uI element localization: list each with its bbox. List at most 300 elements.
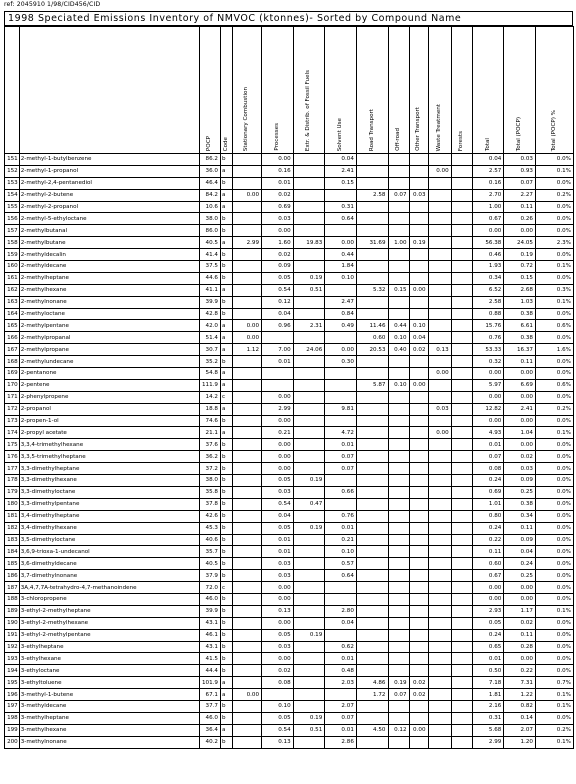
value-cell: 0.67 xyxy=(472,570,504,582)
table-row xyxy=(5,237,574,249)
value-cell xyxy=(388,201,409,213)
value-cell: 1.04 xyxy=(504,427,536,439)
header-row xyxy=(5,27,574,154)
value-cell xyxy=(451,641,472,653)
value-cell xyxy=(428,486,451,498)
value-cell: 0.02 xyxy=(262,249,294,261)
value-cell: 0.0% xyxy=(535,177,573,189)
value-cell xyxy=(356,415,388,427)
value-cell xyxy=(428,154,451,166)
value-cell xyxy=(388,213,409,225)
value-cell xyxy=(232,558,262,570)
value-cell: 0.02 xyxy=(262,665,294,677)
value-cell xyxy=(388,712,409,724)
column-header-label: Other Transport xyxy=(415,107,422,151)
value-cell xyxy=(293,451,325,463)
row-index: 186 xyxy=(5,570,20,582)
row-index: 199 xyxy=(5,724,20,736)
value-cell: 0.51 xyxy=(293,724,325,736)
value-cell: 54.8 xyxy=(199,368,220,380)
value-cell: 0.0% xyxy=(535,332,573,344)
value-cell: 0.00 xyxy=(472,415,504,427)
value-cell: 86.2 xyxy=(199,154,220,166)
row-index: 193 xyxy=(5,653,20,665)
value-cell xyxy=(428,439,451,451)
value-cell xyxy=(293,154,325,166)
value-cell: 0.04 xyxy=(409,332,428,344)
compound-name: 2-propyl acetate xyxy=(19,427,199,439)
value-cell: 0.1% xyxy=(535,736,573,748)
code-cell: b xyxy=(220,463,232,475)
value-cell: 0.00 xyxy=(504,653,536,665)
code-cell: b xyxy=(220,272,232,284)
value-cell: 2.41 xyxy=(504,403,536,415)
compound-name: 3,3,5-trimethylheptane xyxy=(19,451,199,463)
column-header xyxy=(262,27,294,154)
value-cell: 0.04 xyxy=(325,617,357,629)
value-cell xyxy=(451,451,472,463)
value-cell xyxy=(325,379,357,391)
table-row xyxy=(5,546,574,558)
value-cell: 24.06 xyxy=(293,344,325,356)
value-cell: 0.02 xyxy=(409,677,428,689)
value-cell: 0.19 xyxy=(293,629,325,641)
value-cell: 46.4 xyxy=(199,177,220,189)
value-cell: 0.10 xyxy=(262,700,294,712)
value-cell: 1.60 xyxy=(262,237,294,249)
value-cell xyxy=(409,570,428,582)
value-cell xyxy=(325,689,357,701)
value-cell: 0.07 xyxy=(325,712,357,724)
value-cell: 0.69 xyxy=(472,486,504,498)
value-cell: 0.00 xyxy=(472,368,504,380)
compound-name: 2-methylpropane xyxy=(19,344,199,356)
value-cell: 2.99 xyxy=(262,403,294,415)
value-cell xyxy=(428,177,451,189)
value-cell xyxy=(356,427,388,439)
code-cell: a xyxy=(220,237,232,249)
code-cell: a xyxy=(220,320,232,332)
column-header-label: Waste Treatment xyxy=(436,103,443,151)
value-cell: 35.2 xyxy=(199,356,220,368)
value-cell: 1.6% xyxy=(535,344,573,356)
value-cell: 0.04 xyxy=(504,546,536,558)
value-cell xyxy=(232,510,262,522)
compound-name: 3-methyl-1-butene xyxy=(19,689,199,701)
row-index: 167 xyxy=(5,344,20,356)
compound-name: 2-methylnonane xyxy=(19,296,199,308)
value-cell: 0.00 xyxy=(232,689,262,701)
value-cell: 0.0% xyxy=(535,225,573,237)
value-cell: 7.18 xyxy=(472,677,504,689)
value-cell xyxy=(451,510,472,522)
value-cell: 0.04 xyxy=(262,510,294,522)
value-cell: 0.19 xyxy=(388,677,409,689)
value-cell: 0.00 xyxy=(262,463,294,475)
value-cell xyxy=(451,225,472,237)
table-row xyxy=(5,522,574,534)
row-index: 171 xyxy=(5,391,20,403)
value-cell xyxy=(451,629,472,641)
row-index: 153 xyxy=(5,177,20,189)
code-cell: b xyxy=(220,558,232,570)
value-cell: 0.13 xyxy=(262,736,294,748)
value-cell xyxy=(451,498,472,510)
row-index: 176 xyxy=(5,451,20,463)
value-cell: 0.03 xyxy=(262,213,294,225)
value-cell: 0.00 xyxy=(262,653,294,665)
value-cell xyxy=(428,700,451,712)
value-cell: 0.07 xyxy=(504,177,536,189)
value-cell xyxy=(232,403,262,415)
row-index: 197 xyxy=(5,700,20,712)
table-row xyxy=(5,154,574,166)
value-cell: 0.00 xyxy=(504,439,536,451)
value-cell: 2.16 xyxy=(472,700,504,712)
value-cell: 0.16 xyxy=(262,165,294,177)
table-row xyxy=(5,225,574,237)
value-cell xyxy=(356,582,388,594)
column-header-label: POCP xyxy=(206,135,213,151)
value-cell xyxy=(428,463,451,475)
column-header xyxy=(409,27,428,154)
emissions-table xyxy=(4,26,574,749)
table-row xyxy=(5,308,574,320)
compound-name: 3-ethylheptane xyxy=(19,641,199,653)
value-cell xyxy=(356,641,388,653)
value-cell: 42.8 xyxy=(199,308,220,320)
value-cell: 51.4 xyxy=(199,332,220,344)
value-cell xyxy=(232,261,262,273)
value-cell: 0.0% xyxy=(535,356,573,368)
value-cell xyxy=(232,296,262,308)
value-cell xyxy=(409,249,428,261)
value-cell xyxy=(451,677,472,689)
value-cell xyxy=(356,391,388,403)
value-cell: 0.0% xyxy=(535,546,573,558)
value-cell xyxy=(428,415,451,427)
value-cell xyxy=(451,296,472,308)
value-cell: 0.00 xyxy=(325,237,357,249)
compound-name: 2-methylbutane xyxy=(19,237,199,249)
value-cell xyxy=(388,308,409,320)
value-cell xyxy=(409,201,428,213)
value-cell: 37.6 xyxy=(199,439,220,451)
value-cell xyxy=(232,593,262,605)
value-cell: 1.00 xyxy=(388,237,409,249)
value-cell xyxy=(409,272,428,284)
table-row xyxy=(5,356,574,368)
value-cell xyxy=(388,653,409,665)
table-row xyxy=(5,284,574,296)
value-cell xyxy=(325,498,357,510)
value-cell: 0.01 xyxy=(325,653,357,665)
value-cell xyxy=(428,296,451,308)
value-cell xyxy=(451,522,472,534)
table-row xyxy=(5,689,574,701)
value-cell xyxy=(293,546,325,558)
value-cell xyxy=(451,189,472,201)
table-row xyxy=(5,332,574,344)
value-cell xyxy=(232,736,262,748)
value-cell xyxy=(232,415,262,427)
value-cell: 1.01 xyxy=(472,498,504,510)
compound-name: 3,3-dimethyloctane xyxy=(19,486,199,498)
table-row xyxy=(5,177,574,189)
table-row xyxy=(5,403,574,415)
row-index: 155 xyxy=(5,201,20,213)
table-row xyxy=(5,605,574,617)
value-cell xyxy=(356,570,388,582)
value-cell xyxy=(409,641,428,653)
value-cell: 0.03 xyxy=(428,403,451,415)
value-cell: 0.05 xyxy=(262,475,294,487)
value-cell: 0.0% xyxy=(535,629,573,641)
compound-name: 2-methylpropanal xyxy=(19,332,199,344)
value-cell: 0.01 xyxy=(262,356,294,368)
column-header xyxy=(535,27,573,154)
value-cell: 0.01 xyxy=(262,177,294,189)
value-cell xyxy=(388,475,409,487)
value-cell: 0.08 xyxy=(472,463,504,475)
value-cell: 0.67 xyxy=(472,213,504,225)
value-cell: 0.22 xyxy=(504,665,536,677)
value-cell xyxy=(428,332,451,344)
value-cell: 0.0% xyxy=(535,534,573,546)
value-cell xyxy=(232,641,262,653)
compound-name: 2-methyl-2-propanol xyxy=(19,201,199,213)
code-cell: b xyxy=(220,510,232,522)
value-cell xyxy=(409,486,428,498)
value-cell xyxy=(325,332,357,344)
compound-name: 3-methylnonane xyxy=(19,736,199,748)
value-cell: 0.00 xyxy=(409,284,428,296)
value-cell xyxy=(428,546,451,558)
value-cell xyxy=(428,522,451,534)
value-cell xyxy=(356,368,388,380)
value-cell xyxy=(388,427,409,439)
value-cell xyxy=(388,498,409,510)
value-cell xyxy=(293,617,325,629)
value-cell xyxy=(409,261,428,273)
value-cell xyxy=(428,665,451,677)
value-cell: 0.31 xyxy=(325,201,357,213)
value-cell xyxy=(388,641,409,653)
value-cell xyxy=(409,213,428,225)
table-row xyxy=(5,439,574,451)
table-row xyxy=(5,558,574,570)
column-header-label: Forests xyxy=(458,130,465,151)
value-cell: 0.19 xyxy=(409,237,428,249)
value-cell xyxy=(451,332,472,344)
value-cell xyxy=(293,534,325,546)
code-cell: b xyxy=(220,451,232,463)
value-cell: 0.19 xyxy=(293,272,325,284)
value-cell xyxy=(451,249,472,261)
value-cell: 0.05 xyxy=(262,712,294,724)
value-cell: 2.07 xyxy=(504,724,536,736)
value-cell: 38.0 xyxy=(199,213,220,225)
compound-name: 3,6-dimethyldecane xyxy=(19,558,199,570)
row-index: 162 xyxy=(5,284,20,296)
value-cell: 0.0% xyxy=(535,415,573,427)
value-cell xyxy=(232,677,262,689)
value-cell: 2.93 xyxy=(472,605,504,617)
value-cell: 0.0% xyxy=(535,368,573,380)
value-cell: 0.21 xyxy=(325,534,357,546)
value-cell xyxy=(293,605,325,617)
value-cell: 43.1 xyxy=(199,617,220,629)
value-cell xyxy=(388,546,409,558)
value-cell xyxy=(409,427,428,439)
value-cell: 0.03 xyxy=(409,189,428,201)
value-cell: 0.10 xyxy=(388,379,409,391)
value-cell xyxy=(388,272,409,284)
value-cell xyxy=(388,570,409,582)
value-cell xyxy=(232,724,262,736)
value-cell xyxy=(325,189,357,201)
value-cell xyxy=(356,451,388,463)
value-cell xyxy=(356,308,388,320)
code-cell: b xyxy=(220,629,232,641)
column-header-label: Extr. & Distrib. of Fossil Fuels xyxy=(305,69,312,151)
value-cell xyxy=(451,475,472,487)
table-row xyxy=(5,249,574,261)
value-cell: 6.69 xyxy=(504,379,536,391)
value-cell xyxy=(409,736,428,748)
row-index: 195 xyxy=(5,677,20,689)
value-cell: 0.00 xyxy=(232,189,262,201)
value-cell: 0.72 xyxy=(504,261,536,273)
value-cell xyxy=(293,379,325,391)
value-cell xyxy=(451,261,472,273)
value-cell: 42.0 xyxy=(199,320,220,332)
header-compound xyxy=(19,27,199,154)
value-cell: 0.19 xyxy=(293,522,325,534)
value-cell xyxy=(388,617,409,629)
value-cell: 0.0% xyxy=(535,510,573,522)
value-cell: 0.00 xyxy=(504,593,536,605)
code-cell: a xyxy=(220,379,232,391)
value-cell: 0.00 xyxy=(472,582,504,594)
value-cell: 0.44 xyxy=(325,249,357,261)
value-cell xyxy=(451,427,472,439)
table-row xyxy=(5,534,574,546)
value-cell xyxy=(293,486,325,498)
value-cell: 0.04 xyxy=(325,154,357,166)
value-cell: 0.21 xyxy=(262,427,294,439)
value-cell xyxy=(409,403,428,415)
value-cell: 24.05 xyxy=(504,237,536,249)
value-cell: 2.80 xyxy=(325,605,357,617)
value-cell: 0.2% xyxy=(535,403,573,415)
value-cell: 35.8 xyxy=(199,486,220,498)
value-cell: 0.00 xyxy=(504,582,536,594)
value-cell xyxy=(451,439,472,451)
value-cell: 0.47 xyxy=(293,498,325,510)
value-cell xyxy=(388,165,409,177)
table-row xyxy=(5,665,574,677)
value-cell xyxy=(356,213,388,225)
value-cell: 2.68 xyxy=(504,284,536,296)
compound-name: 3-methylhexane xyxy=(19,724,199,736)
table-row xyxy=(5,368,574,380)
code-cell: b xyxy=(220,415,232,427)
value-cell: 0.0% xyxy=(535,665,573,677)
value-cell xyxy=(428,475,451,487)
row-index: 174 xyxy=(5,427,20,439)
compound-name: 3,3,4-trimethylhexane xyxy=(19,439,199,451)
compound-name: 2-methylbutanal xyxy=(19,225,199,237)
column-header xyxy=(472,27,504,154)
value-cell: 2.99 xyxy=(232,237,262,249)
compound-name: 3-ethyl-2-methylhexane xyxy=(19,617,199,629)
value-cell: 0.80 xyxy=(472,510,504,522)
value-cell xyxy=(356,593,388,605)
row-index: 152 xyxy=(5,165,20,177)
table-row xyxy=(5,189,574,201)
code-cell: b xyxy=(220,700,232,712)
value-cell: 31.69 xyxy=(356,237,388,249)
row-index: 179 xyxy=(5,486,20,498)
row-index: 184 xyxy=(5,546,20,558)
table-row xyxy=(5,391,574,403)
value-cell: 0.13 xyxy=(262,605,294,617)
value-cell xyxy=(451,368,472,380)
value-cell xyxy=(232,546,262,558)
value-cell xyxy=(293,439,325,451)
value-cell xyxy=(232,368,262,380)
value-cell xyxy=(356,463,388,475)
value-cell xyxy=(293,582,325,594)
value-cell: 0.1% xyxy=(535,700,573,712)
value-cell xyxy=(388,605,409,617)
value-cell xyxy=(356,498,388,510)
table-row xyxy=(5,486,574,498)
value-cell xyxy=(293,463,325,475)
row-index: 198 xyxy=(5,712,20,724)
code-cell: b xyxy=(220,712,232,724)
column-header xyxy=(451,27,472,154)
value-cell: 0.1% xyxy=(535,296,573,308)
code-cell: b xyxy=(220,475,232,487)
value-cell: 0.02 xyxy=(504,451,536,463)
value-cell xyxy=(451,582,472,594)
value-cell xyxy=(409,225,428,237)
value-cell xyxy=(409,617,428,629)
value-cell xyxy=(428,213,451,225)
value-cell xyxy=(388,439,409,451)
value-cell xyxy=(232,665,262,677)
code-cell: a xyxy=(220,689,232,701)
value-cell xyxy=(428,558,451,570)
value-cell xyxy=(356,558,388,570)
value-cell: 19.83 xyxy=(293,237,325,249)
value-cell: 2.41 xyxy=(325,165,357,177)
value-cell xyxy=(428,498,451,510)
value-cell: 0.10 xyxy=(325,272,357,284)
table-row xyxy=(5,344,574,356)
value-cell xyxy=(356,522,388,534)
column-header xyxy=(388,27,409,154)
value-cell: 0.00 xyxy=(262,439,294,451)
value-cell: 37.5 xyxy=(199,261,220,273)
value-cell: 0.0% xyxy=(535,712,573,724)
value-cell xyxy=(388,368,409,380)
value-cell xyxy=(356,546,388,558)
value-cell: 0.2% xyxy=(535,189,573,201)
table-row xyxy=(5,510,574,522)
